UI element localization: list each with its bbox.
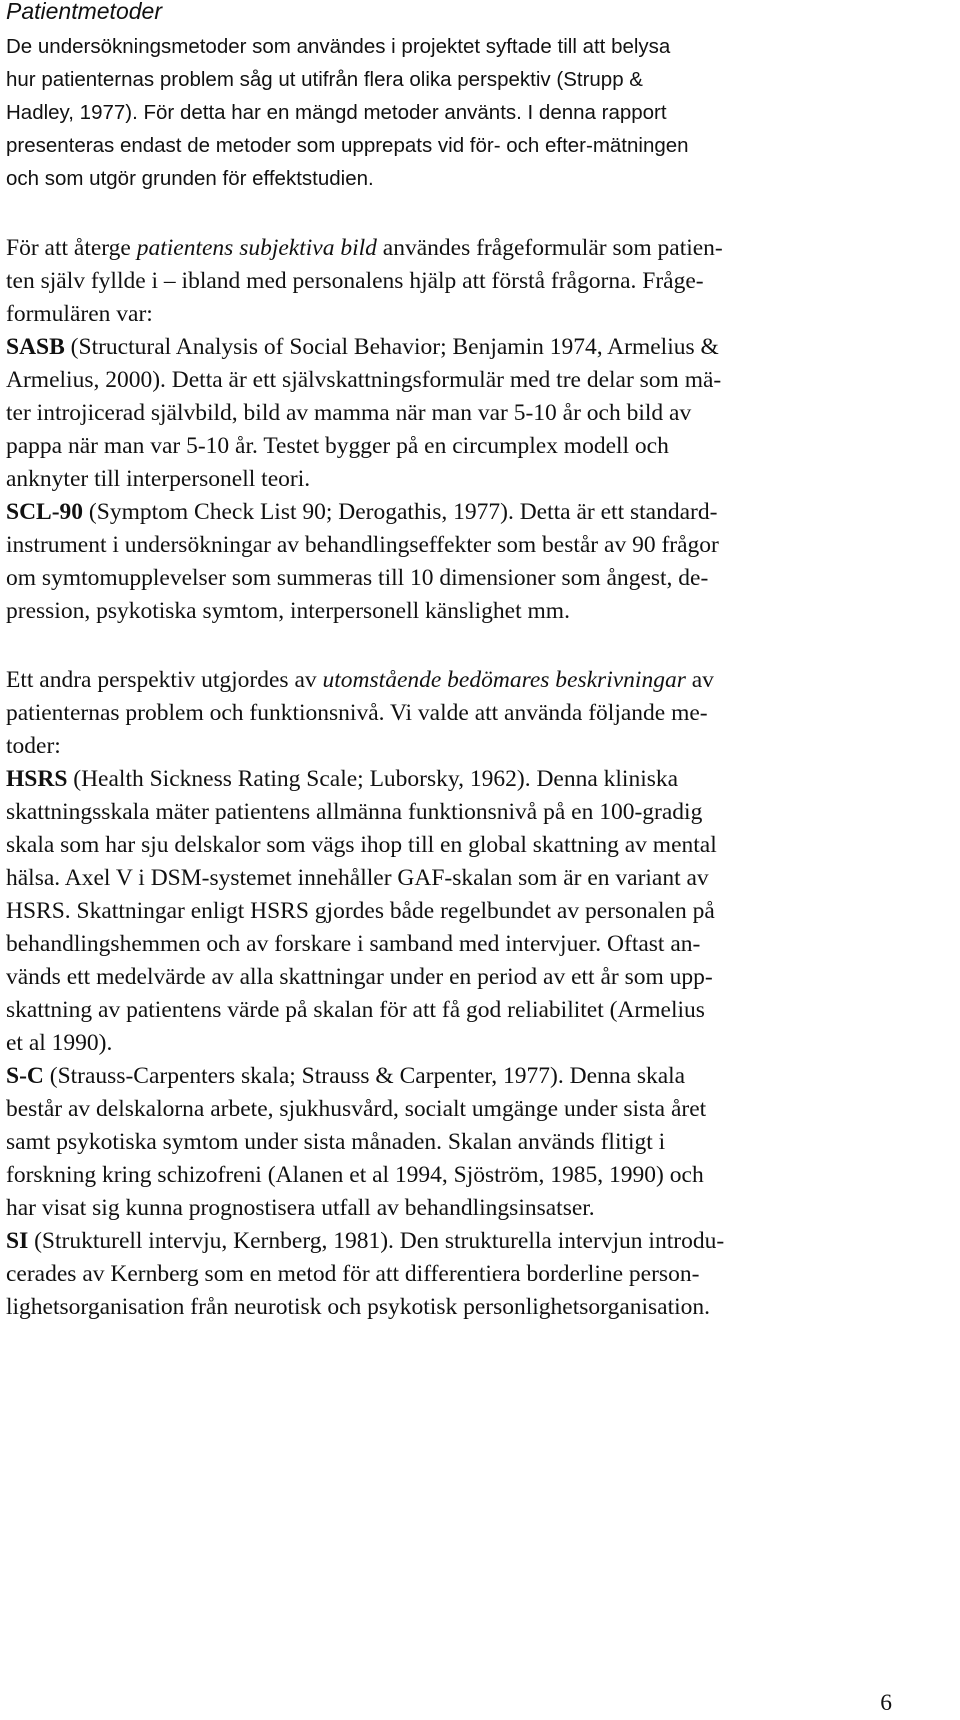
p2-line-5: Armelius, 2000). Detta är ett självskattningsformulär med tre delar som mä- — [6, 367, 722, 393]
p2-line-9 — [6, 497, 717, 527]
p2-line-11: om symtomupplevelser som summeras till 10 dimensioner som ångest, de- — [6, 565, 709, 591]
p3-line-18-rest: (Strukturell intervju, Kernberg, 1981). Den strukturella intervjun introdu- — [28, 1228, 725, 1254]
p3-line-1-end: av — [685, 667, 714, 693]
p3-line-19: cerades av Kernberg som en metod för att differentiera borderline person- — [6, 1261, 700, 1287]
p2-line-8: anknyter till interpersonell teori. — [6, 466, 311, 492]
p3-line-9: behandlingshemmen och av forskare i samband med intervjuer. Oftast an- — [6, 931, 701, 957]
p2-line-7: pappa när man var 5-10 år. Testet bygger på en circumplex modell och — [6, 433, 669, 459]
p3-line-12: et al 1990). — [6, 1030, 113, 1056]
p3-line-7: hälsa. Axel V i DSM-systemet innehåller GAF-skalan som är en variant av — [6, 865, 709, 891]
p3-line-11: skattning av patientens värde på skalan för att få god reliabilitet (Armelius — [6, 997, 705, 1023]
p3-line-3: toder: — [6, 733, 61, 759]
term-sasb: SASB — [6, 334, 65, 360]
italic-term-subjective-image: patientens subjektiva bild — [136, 235, 377, 261]
p1-line-2: hur patienternas problem såg ut utifrån flera olika perspektiv (Strupp & — [6, 68, 643, 91]
p3-line-1-start: Ett andra perspektiv utgjordes av — [6, 667, 323, 693]
p3-line-2: patienternas problem och funktionsnivå. Vi valde att använda följande me- — [6, 700, 708, 726]
p2-line-3: formulären var: — [6, 301, 153, 327]
p3-line-5: skattningsskala mäter patientens allmänna funktionsnivå på en 100-gradig — [6, 799, 703, 825]
p2-line-1-end: användes frågeformulär som patien- — [376, 235, 723, 261]
p3-line-15: samt psykotiska symtom under sista månaden. Skalan används flitigt i — [6, 1129, 666, 1155]
p3-line-4 — [6, 764, 678, 794]
p3-line-18 — [6, 1226, 724, 1256]
term-si: SI — [6, 1228, 29, 1254]
term-hsrs: HSRS — [6, 766, 68, 792]
p2-line-12: pression, psykotiska symtom, interpersonell känslighet mm. — [6, 598, 570, 624]
p3-line-4-rest: (Health Sickness Rating Scale; Luborsky, 1962). Denna kliniska — [67, 766, 679, 792]
p3-line-14: består av delskalorna arbete, sjukhusvård, socialt umgänge under sista året — [6, 1096, 707, 1122]
p3-line-20: lighetsorganisation från neurotisk och psykotisk personlighetsorganisation. — [6, 1294, 711, 1320]
p1-line-4: presenteras endast de metoder som upprepats vid för- och efter-mätningen — [6, 134, 689, 157]
p3-line-1 — [6, 665, 714, 695]
p1-line-3: Hadley, 1977). För detta har en mängd metoder använts. I denna rapport — [6, 101, 667, 124]
p3-line-10: vänds ett medelvärde av alla skattningar under en period av ett år som upp- — [6, 964, 713, 990]
page-number: 6 — [880, 1690, 892, 1716]
p2-line-2: ten själv fyllde i – ibland med personalens hjälp att förstå frågorna. Fråge- — [6, 268, 704, 294]
section-heading: Patientmetoder — [6, 0, 162, 24]
p2-line-6: ter introjicerad självbild, bild av mamma när man var 5-10 år och bild av — [6, 400, 692, 426]
term-scl-90: SCL-90 — [6, 499, 84, 525]
p3-line-17: har visat sig kunna prognostisera utfall av behandlingsinsatser. — [6, 1195, 595, 1221]
p2-line-10: instrument i undersökningar av behandlingseffekter som består av 90 frågor — [6, 532, 719, 558]
p2-line-9-rest: (Symptom Check List 90; Derogathis, 1977). Detta är ett standard- — [83, 499, 718, 525]
p2-line-1 — [6, 233, 723, 263]
p3-line-13-rest: (Strauss-Carpenters skala; Strauss & Carpenter, 1977). Denna skala — [43, 1063, 686, 1089]
p1-line-1: De undersökningsmetoder som användes i projektet syftade till att belysa — [6, 35, 671, 58]
term-s-c: S-C — [6, 1063, 44, 1089]
p2-line-4 — [6, 332, 719, 362]
p3-line-13 — [6, 1061, 685, 1091]
italic-term-external-assessors: utomstående bedömares beskrivningar — [322, 667, 686, 693]
p3-line-6: skala som har sju delskalor som vägs ihop till en global skattning av mental — [6, 832, 717, 858]
p2-line-1-start: För att återge — [6, 235, 137, 261]
p2-line-4-rest: (Structural Analysis of Social Behavior; Benjamin 1974, Armelius & — [64, 334, 719, 360]
p3-line-16: forskning kring schizofreni (Alanen et al 1994, Sjöström, 1985, 1990) och — [6, 1162, 704, 1188]
p3-line-8: HSRS. Skattningar enligt HSRS gjordes både regelbundet av personalen på — [6, 898, 715, 924]
p1-line-5: och som utgör grunden för effektstudien. — [6, 167, 374, 190]
